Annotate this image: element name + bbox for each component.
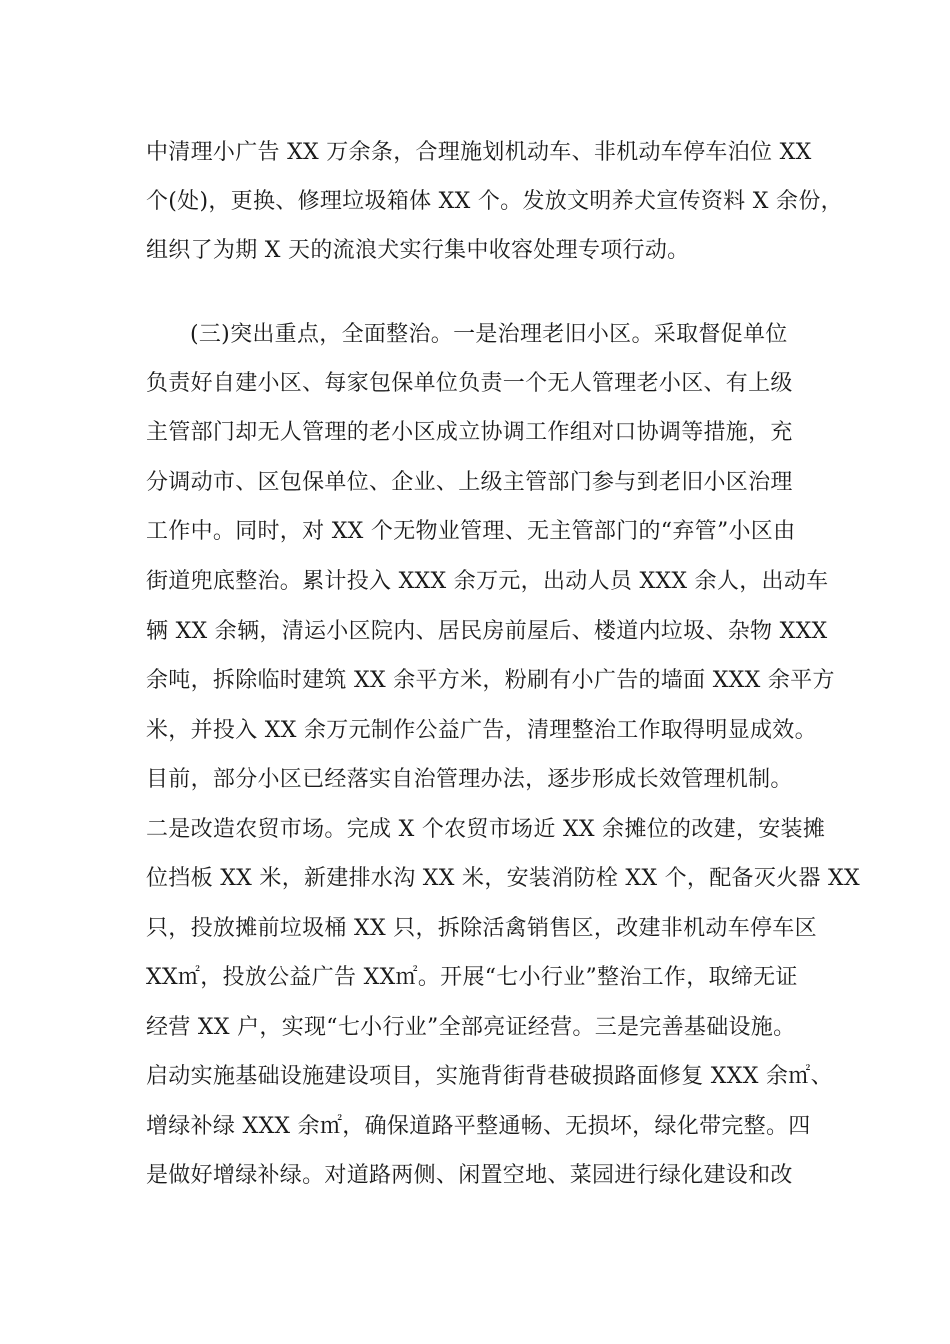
paragraph-2-line-15: 经营 XX 户，实现“七小行业”全部亮证经营。三是完善基础设施。 (146, 1015, 796, 1040)
paragraph-2-line-11: 二是改造农贸市场。完成 X 个农贸市场近 XX 余摊位的改建，安装摊 (146, 817, 826, 842)
paragraph-2-line-1: (三)突出重点，全面整治。一是治理老旧小区。采取督促单位 (190, 322, 788, 347)
paragraph-1-line-1: 中清理小广告 XX 万余条，合理施划机动车、非机动车停车泊位 XX (146, 140, 812, 165)
paragraph-2-line-16: 启动实施基础设施建设项目，实施背街背巷破损路面修复 XXX 余㎡、 (146, 1064, 833, 1089)
paragraph-2-line-10: 目前，部分小区已经落实自治管理办法，逐步形成长效管理机制。 (146, 767, 793, 792)
paragraph-1-line-2: 个(处)，更换、修理垃圾箱体 XX 个。发放文明养犬宣传资料 X 余份， (146, 189, 843, 214)
paragraph-2-line-6: 街道兜底整治。累计投入 XXX 余万元，出动人员 XXX 余人，出动车 (146, 569, 829, 594)
paragraph-2-line-18: 是做好增绿补绿。对道路两侧、闲置空地、菜园进行绿化建设和改 (146, 1163, 793, 1188)
paragraph-2-line-17: 增绿补绿 XXX 余㎡，确保道路平整通畅、无损坏，绿化带完整。四 (146, 1114, 811, 1139)
paragraph-2-line-8: 余吨，拆除临时建筑 XX 余平方米，粉刷有小广告的墙面 XXX 余平方 (146, 668, 835, 693)
paragraph-2-line-7: 辆 XX 余辆，清运小区院内、居民房前屋后、楼道内垃圾、杂物 XXX (146, 619, 828, 644)
paragraph-2-line-14: XX㎡，投放公益广告 XX㎡。开展“七小行业”整治工作，取缔无证 (146, 965, 798, 990)
paragraph-2-line-3: 主管部门却无人管理的老小区成立协调工作组对口协调等措施，充 (146, 420, 793, 445)
paragraph-2-line-9: 米，并投入 XX 余万元制作公益广告，清理整治工作取得明显成效。 (146, 718, 817, 743)
paragraph-2-line-4: 分调动市、区包保单位、企业、上级主管部门参与到老旧小区治理 (146, 470, 793, 495)
paragraph-2-line-5: 工作中。同时，对 XX 个无物业管理、无主管部门的“弃管”小区由 (146, 519, 796, 544)
paragraph-2-line-2: 负责好自建小区、每家包保单位负责一个无人管理老小区、有上级 (146, 371, 793, 396)
paragraph-1-line-3: 组织了为期 X 天的流浪犬实行集中收容处理专项行动。 (146, 238, 690, 263)
paragraph-2-line-13: 只，投放摊前垃圾桶 XX 只，拆除活禽销售区，改建非机动车停车区 (146, 916, 817, 941)
paragraph-2-line-12: 位挡板 XX 米，新建排水沟 XX 米，安装消防栓 XX 个，配备灭火器 XX (146, 866, 860, 891)
